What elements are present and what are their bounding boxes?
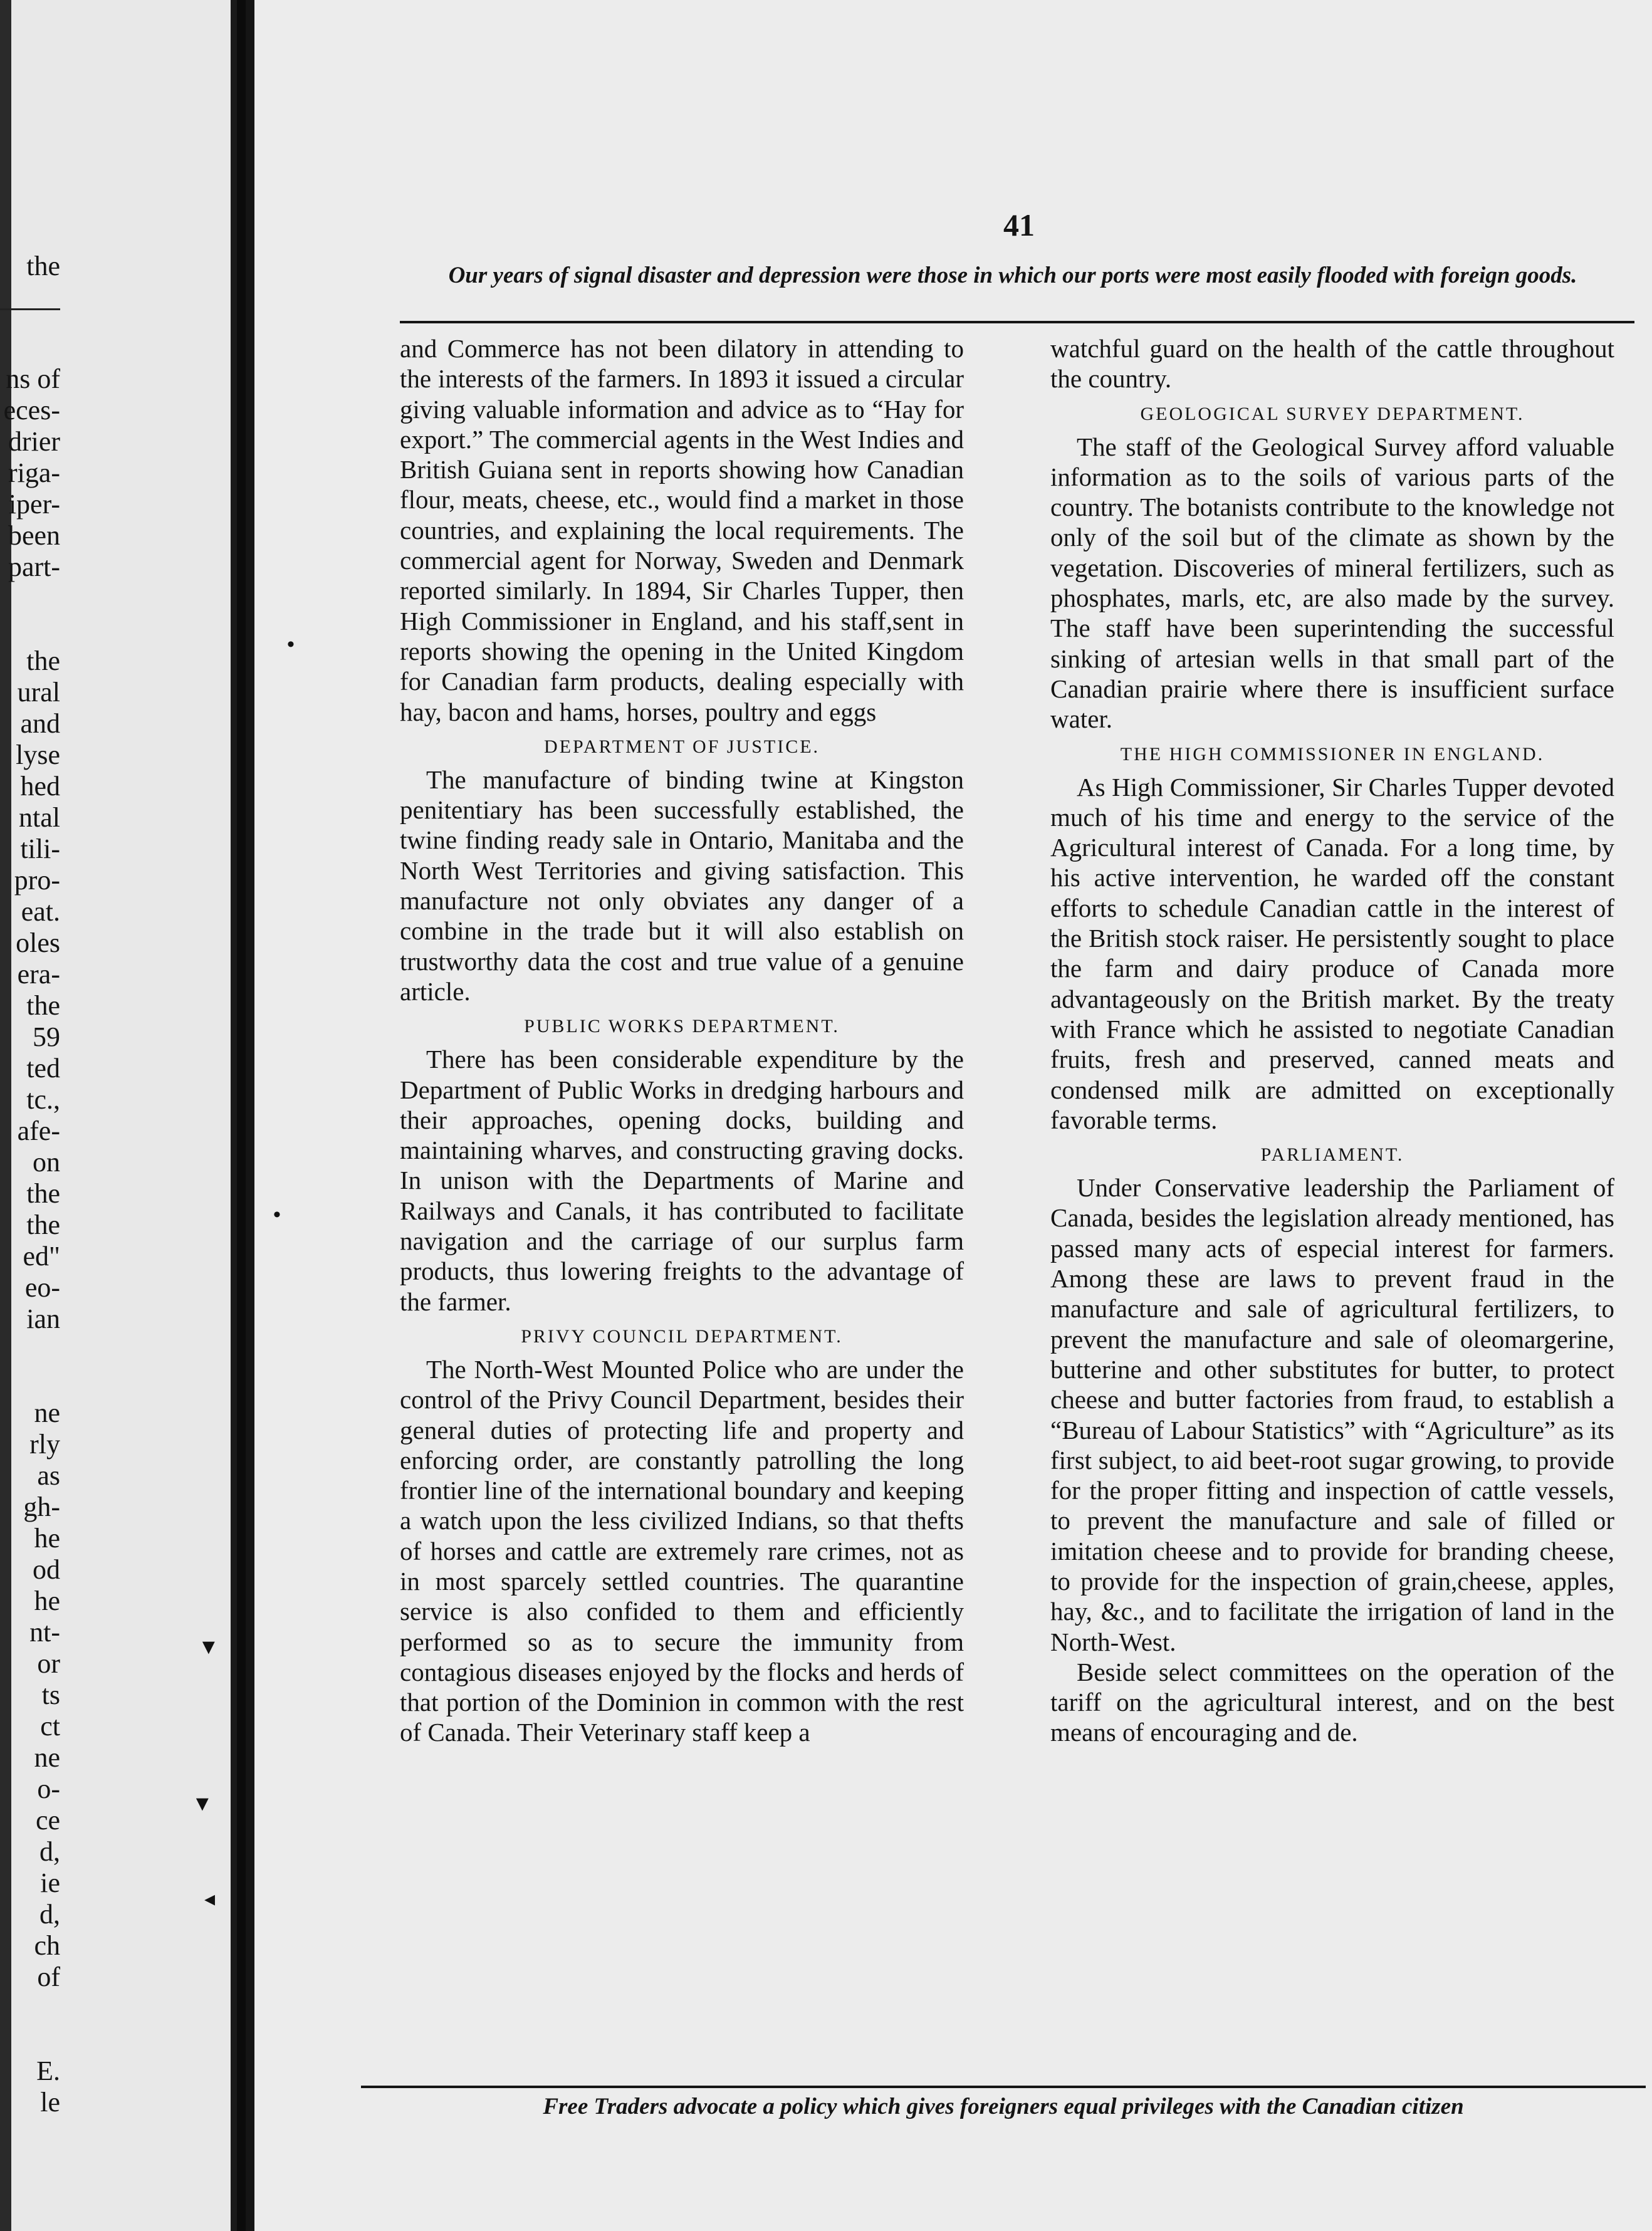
previous-page-fragment: oles: [16, 927, 60, 958]
previous-page-fragment: tc.,: [26, 1084, 60, 1115]
previous-page-fragment: lyse: [16, 739, 60, 770]
heading-department-of-justice: DEPARTMENT OF JUSTICE.: [543, 736, 820, 757]
previous-page-header-rule: [0, 308, 60, 310]
previous-page-fragment: ian: [26, 1304, 60, 1334]
previous-page-fragment: le: [40, 2087, 60, 2118]
paragraph-high-commissioner: As High Commissioner, Sir Charles Tupper devoted much of his time and energy to the service of the Agricultural interest of Canada. For a long time, by his active intervention, he warded off the constant efforts to schedule Canadian cattle in the interest of the British stock raiser. He persistently sought to place the farm and dairy produce of Canada more advantageously on the British market. By the treaty with France which he assisted to negotiate Canadian fruits, fresh and preserved, canned meats and condensed milk are admitted on exceptionally favorable terms.: [1050, 772, 1614, 1134]
previous-page-fragment: afe-: [17, 1116, 60, 1146]
left-column: [400, 333, 964, 1748]
page-41: [192, 0, 1652, 2231]
heading-geological-survey: GEOLOGICAL SURVEY DEPARTMENT.: [1140, 403, 1525, 424]
paragraph-commerce: and Commerce has not been dilatory in attending to the interests of the farmers. In 1893 it issued a circular giving valuable information and advice as to “Hay for export.” The commercial agents in the West Indies and British Guiana sent in reports showing how Canadian flour, meats, cheese, etc., would find a market in those countries, and explaining the local requirements. The commercial agent for Norway, Sweden and Denmark reported similarly. In 1894, Sir Charles Tupper, then High Commissioner in England, and his staff,sent in reports showing the opening in the United Kingdom for Canadian farm products, dealing especially with hay, bacon and hams, horses, poultry and eggs: [400, 334, 964, 726]
previous-page-fragment: drier: [8, 426, 60, 457]
previous-page-fragment: ne: [34, 1742, 60, 1773]
paragraph-cattle-guard: watchful guard on the health of the cattle throughout the country.: [1050, 334, 1614, 394]
previous-page-fragment: as: [37, 1460, 60, 1491]
previous-page-fragment: ie: [40, 1868, 60, 1898]
paragraph-privy-council: The North-West Mounted Police who are under the control of the Privy Council Department, besides their general duties of protecting life and property and enforcing order, are constantly patrolling the long frontier line of the international boundary and keeping a watch upon the less civilized Indians, so that thefts of horses and cattle are extremely rare crimes, not as in most sparcely settled countries. The quarantine service is also confided to them and efficiently performed so as to secure the immunity from contagious diseases enjoyed by the flocks and herds of that portion of the Dominion in common with the rest of Canada. Their Veterinary staff keep a: [400, 1354, 964, 1747]
paragraph-geological-survey: The staff of the Geological Survey afford valuable information as to the soils of various parts of the country. The botanists contribute to the knowledge not only of the soil but of the climate as shown by the vegetation. Discoveries of mineral fertilizers, such as phosphates, marls, etc, are also made by the survey. The staff have been superintending the successful sinking of artesian wells in that small part of the Canadian prairie where there is insufficient surface water.: [1050, 432, 1614, 734]
previous-page-fragment: ntal: [19, 802, 60, 833]
paragraph-select-committees: Beside select committees on the operation of the tariff on the agricultural interest, and on the best means of encouraging and de.: [1050, 1657, 1614, 1747]
margin-mark: ▼: [192, 1792, 213, 1816]
previous-page-fragment: ed": [23, 1241, 60, 1272]
previous-page-fragment: ural: [17, 677, 60, 708]
previous-page-fragment: the: [26, 990, 60, 1021]
previous-page-fragment: ns of: [6, 363, 60, 394]
previous-page-fragment: and: [20, 708, 60, 739]
right-column: [1050, 333, 1614, 1748]
heading-parliament: PARLIAMENT.: [1260, 1144, 1404, 1166]
heading-public-works: PUBLIC WORKS DEPARTMENT.: [524, 1016, 840, 1037]
previous-page-fragment: d,: [39, 1899, 60, 1930]
previous-page-edge: [0, 0, 237, 2231]
previous-page-fragment: ct: [40, 1711, 60, 1742]
previous-page-fragment: riga-: [8, 457, 60, 488]
previous-page-fragment: the: [26, 645, 60, 676]
previous-page-fragment: E.: [36, 2056, 60, 2086]
previous-page-fragment: he: [34, 1523, 60, 1554]
previous-page-fragment: he: [34, 1586, 60, 1616]
paragraph-justice: The manufacture of binding twine at Kingston penitentiary has been successfully established, the twine finding ready sale in Ontario, Manitaba and the North West Territories and giving satisfaction. This manufacture not only obviates any danger of a combine in the trade but it will also establish on trustworthy data the cost and true value of a genuine article.: [400, 765, 964, 1006]
previous-page-fragment: eo-: [24, 1272, 60, 1303]
previous-page-fragment: part-: [8, 551, 60, 582]
previous-page-fragment: iper-: [8, 489, 60, 520]
previous-page-fragment: ts: [41, 1680, 60, 1710]
footer-rule: [361, 2086, 1646, 2088]
previous-page-fragment: pro-: [14, 865, 60, 896]
previous-page-fragment: or: [37, 1648, 60, 1679]
previous-page-fragment: rly: [29, 1429, 60, 1460]
paragraph-public-works: There has been considerable expenditure by the Department of Public Works in dredging harbours and their approaches, opening docks, building and maintaining wharves, and constructing graving docks. In unison with the Departments of Marine and Railways and Canals, it has contributed to facilitate navigation and the carriage of our surplus farm products, thus lowering freights to the advantage of the farmer.: [400, 1045, 964, 1316]
previous-page-fragment: nt-: [29, 1617, 60, 1648]
footer-motto: Free Traders advocate a policy which gives foreigners equal privileges with the Canadian citizen: [543, 2094, 1464, 2119]
previous-page-fragment: ted: [26, 1053, 60, 1084]
margin-mark: •: [273, 1203, 281, 1226]
header-motto: Our years of signal disaster and depression were those in which our ports were most easily flooded with foreign goods.: [448, 263, 1577, 288]
previous-page-fragment: on: [33, 1147, 60, 1178]
page-number: 41: [1003, 207, 1035, 243]
previous-page-fragment: od: [33, 1554, 60, 1585]
heading-high-commissioner: THE HIGH COMMISSIONER IN ENGLAND.: [1120, 743, 1545, 765]
margin-mark: •: [287, 633, 295, 656]
header-rule: [400, 321, 1634, 323]
paragraph-parliament: Under Conservative leadership the Parliament of Canada, besides the legislation already mentioned, has passed many acts of especial interest for farmers. Among these are laws to prevent fraud in the manufacture and sale of agricultural fertilizers, to prevent the manufacture and sale of oleomargerine, butterine and other substitutes for butter, to protect cheese and butter factories from fraud, to establish a “Bureau of Labour Statistics” with “Agriculture” as its first subject, to aid beet-root sugar growing, to provide for the proper fitting and inspection of cattle vessels, to prevent the manufacture and sale of filled or imitation cheese and to provide for branding cheese, to provide for the inspection of grain,cheese, apples, hay, &c., and to facilitate the irrigation of land in the North-West.: [1050, 1173, 1614, 1656]
previous-page-fragment: ce: [35, 1805, 60, 1836]
previous-page-fragment: ne: [34, 1398, 60, 1428]
margin-mark: ▼: [198, 1636, 219, 1659]
previous-page-fragment: tili-: [20, 833, 60, 864]
previous-page-fragment: the: [26, 1178, 60, 1209]
previous-page-fragment: eat.: [21, 896, 60, 927]
previous-page-fragment: hed: [20, 771, 60, 802]
margin-mark: ◂: [204, 1888, 216, 1911]
previous-page-fragment: 59: [33, 1021, 60, 1052]
previous-page-fragment: d,: [39, 1836, 60, 1867]
previous-page-fragment: eces-: [3, 395, 60, 426]
previous-page-fragment: era-: [17, 959, 60, 990]
previous-page-fragment: ch: [34, 1930, 60, 1961]
previous-page-fragment: the: [26, 1210, 60, 1240]
previous-page-fragment: gh-: [23, 1492, 60, 1522]
previous-page-fragment: of: [37, 1962, 60, 1992]
previous-page-fragment: been: [8, 520, 60, 551]
previous-page-fragment: the: [26, 251, 60, 281]
previous-page-fragment: o-: [37, 1774, 60, 1804]
heading-privy-council: PRIVY COUNCIL DEPARTMENT.: [521, 1325, 843, 1347]
